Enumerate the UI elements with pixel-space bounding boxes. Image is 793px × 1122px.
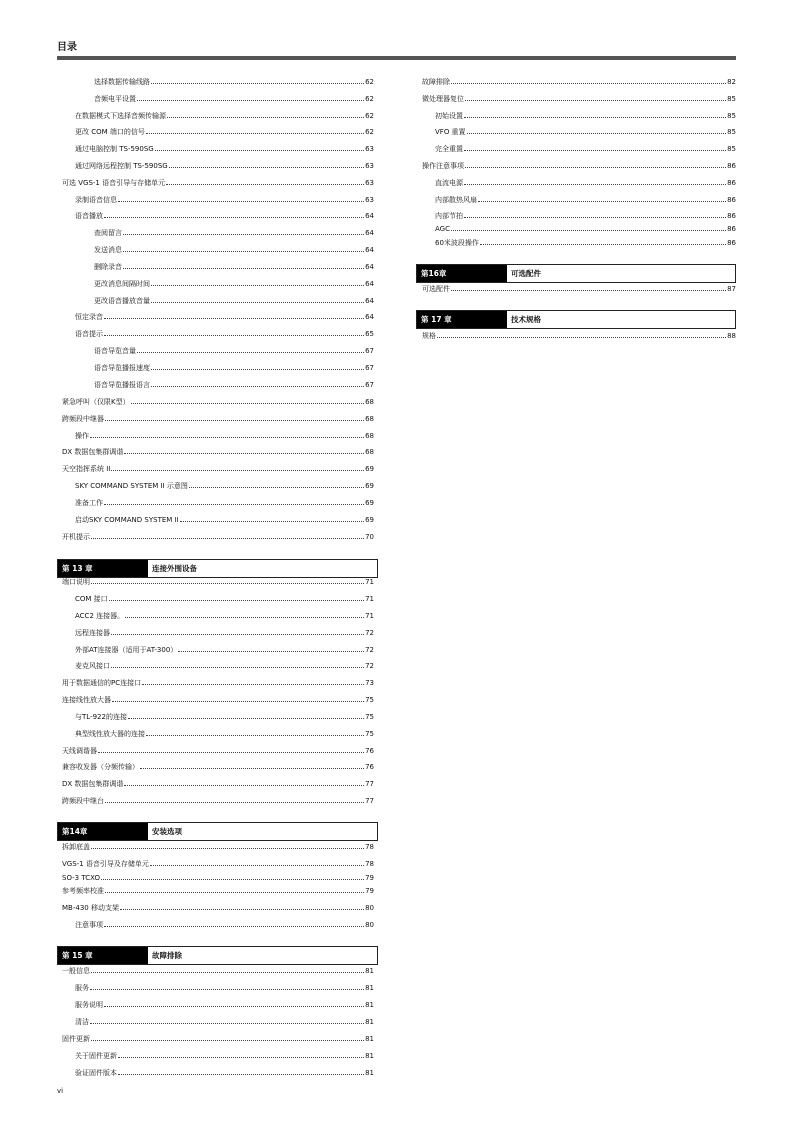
toc-entry-page: 86 xyxy=(727,179,736,187)
dot-leader xyxy=(104,504,364,505)
toc-entry[interactable] xyxy=(75,160,374,172)
toc-entry[interactable] xyxy=(94,362,374,374)
toc-entry[interactable] xyxy=(62,177,374,189)
toc-entry[interactable] xyxy=(94,76,374,88)
toc-entry[interactable] xyxy=(75,728,374,740)
toc-entry-page: 85 xyxy=(727,112,736,120)
dot-leader xyxy=(105,420,364,421)
toc-entry-page: 86 xyxy=(727,196,736,204)
toc-entry-label: 内部节拍 xyxy=(435,212,463,220)
toc-entry[interactable] xyxy=(435,110,736,122)
toc-entry[interactable] xyxy=(75,919,374,931)
toc-entry-page: 65 xyxy=(365,330,374,338)
toc-entry-label: VFO 重置 xyxy=(435,128,466,136)
dot-leader xyxy=(91,538,364,539)
dot-leader xyxy=(91,583,364,584)
dot-leader xyxy=(464,117,726,118)
toc-entry-label: 清洁 xyxy=(75,1018,89,1026)
toc-entry-label: 发送消息 xyxy=(94,246,122,254)
dot-leader xyxy=(123,234,364,235)
toc-entry-label: SO-3 TCXO xyxy=(62,874,100,882)
toc-entry[interactable] xyxy=(62,677,374,689)
toc-entry[interactable] xyxy=(422,76,736,88)
chapter-heading xyxy=(416,264,736,283)
toc-entry-label: 语音导览音量 xyxy=(94,347,136,355)
toc-entry-page: 81 xyxy=(365,967,374,975)
dot-leader xyxy=(118,1074,364,1075)
dot-leader xyxy=(137,352,364,353)
dot-leader xyxy=(137,100,364,101)
toc-entry-page: 77 xyxy=(365,780,374,788)
toc-entry-label: 内部散热风扇 xyxy=(435,196,477,204)
toc-entry-label: 连接线性放大器 xyxy=(62,696,111,704)
toc-entry-page: 73 xyxy=(365,679,374,687)
toc-entry-page: 81 xyxy=(365,1018,374,1026)
toc-entry-page: 81 xyxy=(365,1001,374,1009)
dot-leader xyxy=(104,217,364,218)
toc-entry-label: 60米波段操作 xyxy=(435,239,479,247)
dot-leader xyxy=(451,290,726,291)
toc-entry[interactable] xyxy=(62,694,374,706)
dot-leader xyxy=(123,268,364,269)
toc-entry-label: 跨频段中继器 xyxy=(62,415,104,423)
toc-entry-page: 81 xyxy=(365,1035,374,1043)
toc-entry-label: SKY COMMAND SYSTEM II 示意图 xyxy=(75,482,188,490)
toc-entry[interactable] xyxy=(75,1016,374,1028)
dot-leader xyxy=(90,437,364,438)
toc-entry[interactable] xyxy=(422,160,736,172)
dot-leader xyxy=(118,201,364,202)
toc-entry-label: ACC2 连接器。 xyxy=(75,612,125,620)
dot-leader xyxy=(146,133,364,134)
dot-leader xyxy=(140,768,364,769)
toc-entry[interactable] xyxy=(94,261,374,273)
chapter-title: 技术规格 xyxy=(511,315,541,324)
dot-leader xyxy=(124,785,364,786)
chapter-number: 第 17 章 xyxy=(417,311,507,328)
toc-entry-label: 可选配件 xyxy=(422,285,450,293)
title-rule xyxy=(57,56,736,60)
dot-leader xyxy=(111,470,364,471)
toc-entry[interactable] xyxy=(435,126,736,138)
chapter-number: 第16章 xyxy=(417,265,507,282)
dot-leader xyxy=(111,634,364,635)
toc-entry[interactable] xyxy=(422,93,736,105)
toc-entry-page: 86 xyxy=(727,225,736,233)
toc-entry-page: 68 xyxy=(365,432,374,440)
toc-entry-label: 操作注意事项 xyxy=(422,162,464,170)
toc-entry[interactable] xyxy=(422,330,736,342)
toc-entry-page: 82 xyxy=(727,78,736,86)
dot-leader xyxy=(465,100,726,101)
toc-entry-page: 81 xyxy=(365,1052,374,1060)
dot-leader xyxy=(155,150,364,151)
dot-leader xyxy=(150,865,364,866)
toc-entry-page: 64 xyxy=(365,280,374,288)
toc-entry[interactable] xyxy=(75,497,374,509)
toc-entry[interactable] xyxy=(75,430,374,442)
toc-entry[interactable] xyxy=(94,227,374,239)
toc-entry-page: 64 xyxy=(365,246,374,254)
toc-entry[interactable] xyxy=(75,480,374,492)
toc-entry[interactable] xyxy=(435,210,736,222)
page-number: vi xyxy=(57,1087,64,1095)
toc-entry-label: 通过网络远程控制 TS-590SG xyxy=(75,162,168,170)
toc-entry-label: AGC xyxy=(435,225,450,233)
toc-entry[interactable] xyxy=(62,902,374,914)
toc-entry-label: 端口说明 xyxy=(62,578,90,586)
toc-entry-label: 与TL-922的连接 xyxy=(75,713,127,721)
toc-entry-label: 开机提示 xyxy=(62,533,90,541)
toc-entry[interactable] xyxy=(62,872,374,884)
dot-leader xyxy=(169,167,364,168)
toc-entry-label: 天空指挥系统 II xyxy=(62,465,111,473)
toc-entry-label: 完全重置 xyxy=(435,145,463,153)
toc-entry-label: VGS-1 语音引导及存储单元 xyxy=(62,860,149,868)
chapter-heading xyxy=(57,946,378,965)
toc-entry-label: 关于固件更新 xyxy=(75,1052,117,1060)
dot-leader xyxy=(478,201,726,202)
chapter-number: 第14章 xyxy=(58,823,148,840)
toc-entry-label: 录制语音信息 xyxy=(75,196,117,204)
dot-leader xyxy=(109,600,364,601)
dot-leader xyxy=(166,184,364,185)
toc-entry[interactable] xyxy=(62,531,374,543)
dot-leader xyxy=(437,337,726,338)
toc-entry-page: 72 xyxy=(365,646,374,654)
toc-entry-page: 67 xyxy=(365,381,374,389)
toc-entry-page: 86 xyxy=(727,239,736,247)
dot-leader xyxy=(91,972,364,973)
toc-entry-page: 72 xyxy=(365,662,374,670)
toc-entry-page: 69 xyxy=(365,482,374,490)
toc-entry-label: DX 数据包集群调谐 xyxy=(62,448,124,456)
toc-entry-page: 64 xyxy=(365,212,374,220)
dot-leader xyxy=(178,651,364,652)
dot-leader xyxy=(104,318,364,319)
dot-leader xyxy=(90,1023,364,1024)
dot-leader xyxy=(111,667,364,668)
dot-leader xyxy=(104,926,364,927)
toc-entry-page: 87 xyxy=(727,285,736,293)
toc-entry[interactable] xyxy=(62,745,374,757)
toc-entry-label: 麦克风接口 xyxy=(75,662,110,670)
toc-entry[interactable] xyxy=(75,210,374,222)
toc-entry-page: 75 xyxy=(365,696,374,704)
toc-entry[interactable] xyxy=(94,93,374,105)
chapter-heading xyxy=(57,822,378,841)
dot-leader xyxy=(465,167,726,168)
toc-entry-page: 64 xyxy=(365,229,374,237)
dot-leader xyxy=(105,802,364,803)
toc-entry[interactable] xyxy=(75,143,374,155)
toc-entry-page: 63 xyxy=(365,145,374,153)
toc-entry-page: 62 xyxy=(365,95,374,103)
toc-entry-label: 验证固件版本 xyxy=(75,1069,117,1077)
toc-entry[interactable] xyxy=(62,463,374,475)
toc-entry-page: 72 xyxy=(365,629,374,637)
toc-entry[interactable] xyxy=(62,795,374,807)
toc-entry-page: 78 xyxy=(365,843,374,851)
toc-entry-page: 63 xyxy=(365,196,374,204)
toc-entry-label: 更改语音播放音量 xyxy=(94,297,150,305)
toc-entry-label: 在数据模式下选择音频传输源 xyxy=(75,112,166,120)
dot-leader xyxy=(151,386,364,387)
chapter-title: 故障排除 xyxy=(152,951,182,960)
toc-entry-page: 62 xyxy=(365,112,374,120)
toc-entry-label: 语音播放 xyxy=(75,212,103,220)
toc-entry[interactable] xyxy=(62,576,374,588)
toc-entry-label: 准备工作 xyxy=(75,499,103,507)
dot-leader xyxy=(105,892,364,893)
toc-entry-label: 恒定录音 xyxy=(75,313,103,321)
toc-entry[interactable] xyxy=(75,1067,374,1079)
chapter-heading xyxy=(416,310,736,329)
toc-entry-label: 兼容收发器（分频传输） xyxy=(62,763,139,771)
toc-entry[interactable] xyxy=(62,858,374,870)
toc-entry[interactable] xyxy=(75,644,374,656)
toc-entry-label: 直流电源 xyxy=(435,179,463,187)
chapter-number: 第 13 章 xyxy=(58,560,148,577)
toc-entry-page: 80 xyxy=(365,904,374,912)
toc-entry-page: 62 xyxy=(365,128,374,136)
toc-entry[interactable] xyxy=(62,965,374,977)
toc-entry[interactable] xyxy=(62,396,374,408)
toc-entry-label: 音频电平设置 xyxy=(94,95,136,103)
toc-entry-label: 一般信息 xyxy=(62,967,90,975)
dot-leader xyxy=(128,718,364,719)
toc-entry-label: 参考频率校准 xyxy=(62,887,104,895)
dot-leader xyxy=(451,230,726,231)
toc-entry-label: 外部AT连接器（适用于AT-300） xyxy=(75,646,178,654)
toc-entry[interactable] xyxy=(75,999,374,1011)
toc-entry-label: 跨频段中继台 xyxy=(62,797,104,805)
toc-entry[interactable] xyxy=(75,328,374,340)
dot-leader xyxy=(167,117,364,118)
dot-leader xyxy=(120,909,364,910)
dot-leader xyxy=(101,879,364,880)
toc-entry-label: 注意事项 xyxy=(75,921,103,929)
dot-leader xyxy=(131,403,364,404)
toc-entry[interactable] xyxy=(75,1050,374,1062)
toc-entry[interactable] xyxy=(94,278,374,290)
chapter-number: 第 15 章 xyxy=(58,947,148,964)
toc-entry-page: 76 xyxy=(365,763,374,771)
toc-entry-label: 更改消息间隔时间 xyxy=(94,280,150,288)
toc-entry[interactable] xyxy=(435,194,736,206)
toc-entry[interactable] xyxy=(75,610,374,622)
toc-entry-page: 85 xyxy=(727,95,736,103)
toc-entry-label: 语音导览播报语言 xyxy=(94,381,150,389)
toc-entry[interactable] xyxy=(62,761,374,773)
toc-entry-page: 85 xyxy=(727,128,736,136)
toc-entry-page: 80 xyxy=(365,921,374,929)
toc-entry[interactable] xyxy=(435,143,736,155)
dot-leader xyxy=(91,1040,364,1041)
dot-leader xyxy=(104,1006,364,1007)
toc-entry[interactable] xyxy=(62,885,374,897)
dot-leader xyxy=(480,244,726,245)
dot-leader xyxy=(464,150,726,151)
dot-leader xyxy=(146,735,364,736)
toc-entry[interactable] xyxy=(75,982,374,994)
toc-entry-page: 71 xyxy=(365,595,374,603)
chapter-title: 安装选项 xyxy=(152,827,182,836)
dot-leader xyxy=(151,285,364,286)
toc-entry-page: 69 xyxy=(365,465,374,473)
chapter-title: 连接外围设备 xyxy=(152,564,197,573)
chapter-title: 可选配件 xyxy=(511,269,541,278)
toc-entry-label: 初始设置 xyxy=(435,112,463,120)
toc-entry-label: 天线调谐器 xyxy=(62,747,97,755)
toc-entry-label: 紧急呼叫（仅限K型） xyxy=(62,398,130,406)
toc-entry[interactable] xyxy=(62,413,374,425)
toc-entry-page: 78 xyxy=(365,860,374,868)
toc-entry-page: 67 xyxy=(365,347,374,355)
toc-entry[interactable] xyxy=(75,110,374,122)
dot-leader xyxy=(91,848,364,849)
toc-entry[interactable] xyxy=(94,244,374,256)
dot-leader xyxy=(98,752,364,753)
dot-leader xyxy=(104,335,364,336)
dot-leader xyxy=(124,453,364,454)
toc-entry-label: 故障排除 xyxy=(422,78,450,86)
toc-entry-label: 可选 VGS-1 语音引导与存储单元 xyxy=(62,179,166,187)
toc-entry-label: 服务说明 xyxy=(75,1001,103,1009)
toc-entry-label: 操作 xyxy=(75,432,89,440)
dot-leader xyxy=(112,701,364,702)
toc-entry-page: 79 xyxy=(365,874,374,882)
dot-leader xyxy=(90,989,364,990)
toc-entry-page: 64 xyxy=(365,313,374,321)
toc-entry[interactable] xyxy=(75,627,374,639)
toc-entry-label: 启动SKY COMMAND SYSTEM II xyxy=(75,516,179,524)
dot-leader xyxy=(451,83,726,84)
toc-entry-page: 86 xyxy=(727,212,736,220)
toc-entry-label: 查阅留言 xyxy=(94,229,122,237)
toc-entry-label: 服务 xyxy=(75,984,89,992)
toc-entry-page: 67 xyxy=(365,364,374,372)
toc-entry-page: 76 xyxy=(365,747,374,755)
toc-entry[interactable] xyxy=(62,1033,374,1045)
toc-entry-label: 拆卸底盖 xyxy=(62,843,90,851)
toc-entry[interactable] xyxy=(435,177,736,189)
toc-entry-page: 69 xyxy=(365,499,374,507)
toc-entry[interactable] xyxy=(435,223,736,235)
toc-entry-page: 64 xyxy=(365,297,374,305)
dot-leader xyxy=(151,369,364,370)
toc-entry-label: 选择数据传输线路 xyxy=(94,78,150,86)
toc-entry[interactable] xyxy=(75,593,374,605)
toc-entry-label: MB-430 移动支架 xyxy=(62,904,119,912)
toc-entry-label: 更改 COM 端口的信号 xyxy=(75,128,145,136)
toc-entry[interactable] xyxy=(62,778,374,790)
toc-entry-page: 81 xyxy=(365,1069,374,1077)
dot-leader xyxy=(464,217,726,218)
toc-entry-page: 63 xyxy=(365,179,374,187)
toc-entry-label: 规格 xyxy=(422,332,436,340)
toc-entry[interactable] xyxy=(94,295,374,307)
toc-entry-page: 71 xyxy=(365,578,374,586)
toc-entry[interactable] xyxy=(75,711,374,723)
toc-entry[interactable] xyxy=(75,126,374,138)
dot-leader xyxy=(125,617,364,618)
toc-entry-label: 语音导览播报速度 xyxy=(94,364,150,372)
toc-entry-label: 语音提示 xyxy=(75,330,103,338)
toc-entry-page: 85 xyxy=(727,145,736,153)
toc-entry-label: 固件更新 xyxy=(62,1035,90,1043)
dot-leader xyxy=(467,133,727,134)
toc-entry[interactable] xyxy=(94,379,374,391)
toc-entry-label: 删除录音 xyxy=(94,263,122,271)
dot-leader xyxy=(151,302,364,303)
toc-entry-page: 77 xyxy=(365,797,374,805)
toc-entry-page: 75 xyxy=(365,730,374,738)
toc-entry-label: 远程连接器 xyxy=(75,629,110,637)
toc-entry-label: DX 数据包集群调谐 xyxy=(62,780,124,788)
toc-entry-page: 62 xyxy=(365,78,374,86)
toc-entry[interactable] xyxy=(75,660,374,672)
toc-entry-page: 70 xyxy=(365,533,374,541)
toc-entry[interactable] xyxy=(75,514,374,526)
toc-entry-page: 68 xyxy=(365,415,374,423)
dot-leader xyxy=(118,1057,364,1058)
dot-leader xyxy=(189,487,364,488)
toc-entry-page: 68 xyxy=(365,448,374,456)
toc-entry[interactable] xyxy=(75,194,374,206)
toc-entry-label: COM 接口 xyxy=(75,595,108,603)
toc-entry-page: 69 xyxy=(365,516,374,524)
toc-entry-page: 71 xyxy=(365,612,374,620)
toc-entry-page: 86 xyxy=(727,162,736,170)
toc-entry-page: 88 xyxy=(727,332,736,340)
toc-entry-label: 典型线性放大器的连接 xyxy=(75,730,145,738)
toc-entry-page: 68 xyxy=(365,398,374,406)
toc-entry[interactable] xyxy=(62,446,374,458)
toc-entry-page: 79 xyxy=(365,887,374,895)
toc-entry[interactable] xyxy=(435,237,736,249)
toc-entry-label: 通过电脑控制 TS-590SG xyxy=(75,145,154,153)
dot-leader xyxy=(151,83,364,84)
toc-entry-label: 微处理器复位 xyxy=(422,95,464,103)
toc-entry-label: 用于数据通信的PC连接口 xyxy=(62,679,142,687)
toc-entry[interactable] xyxy=(62,841,374,853)
toc-entry-page: 75 xyxy=(365,713,374,721)
dot-leader xyxy=(464,184,726,185)
page-title: 目录 xyxy=(57,42,77,53)
dot-leader xyxy=(142,684,364,685)
toc-entry[interactable] xyxy=(94,345,374,357)
toc-entry[interactable] xyxy=(422,283,736,295)
toc-entry[interactable] xyxy=(75,311,374,323)
toc-entry-page: 63 xyxy=(365,162,374,170)
dot-leader xyxy=(180,521,364,522)
toc-entry-page: 81 xyxy=(365,984,374,992)
toc-entry-page: 64 xyxy=(365,263,374,271)
dot-leader xyxy=(123,251,364,252)
